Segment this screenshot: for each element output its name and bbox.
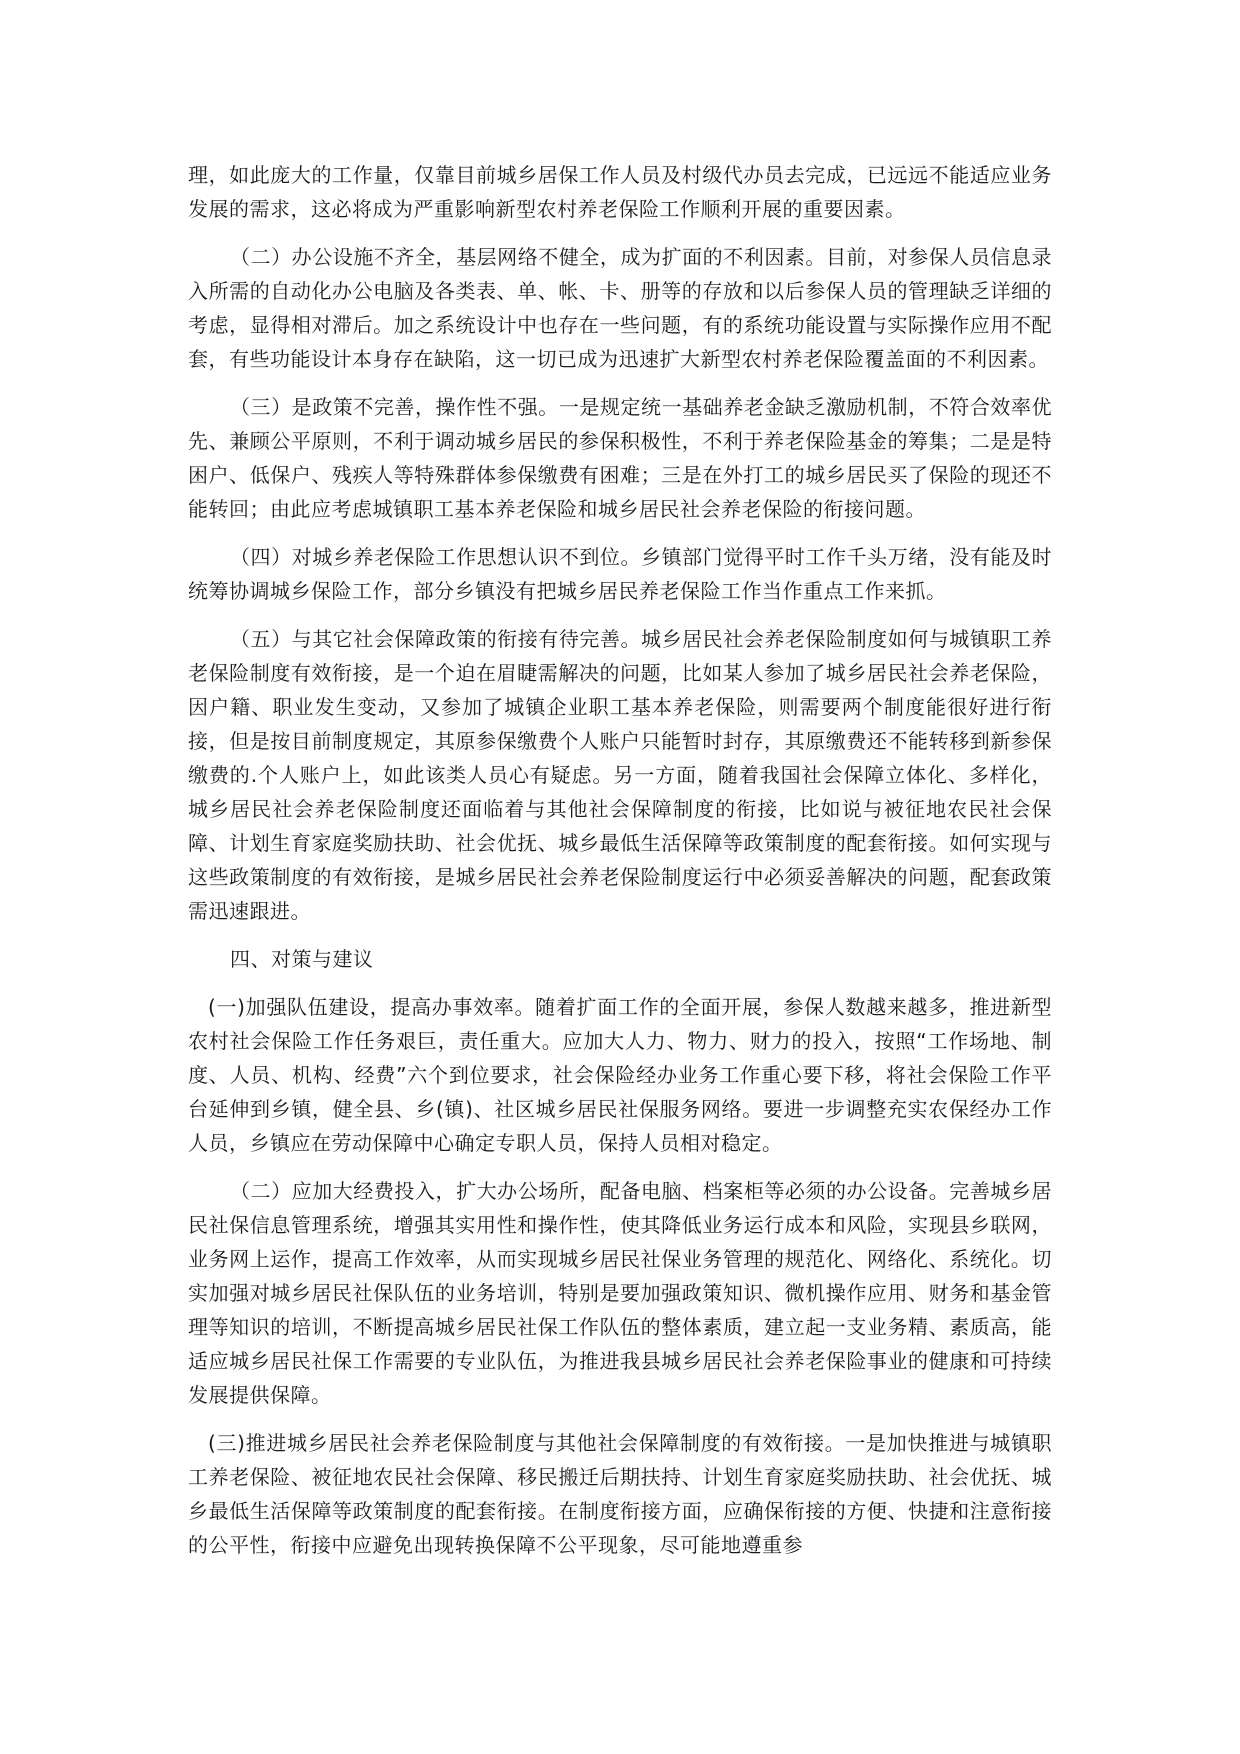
paragraph-team-building: (一)加强队伍建设，提高办事效率。随着扩面工作的全面开展，参保人数越来越多，推进新型农村社会保险工作任务艰巨，责任重大。应加大人力、物力、财力的投入，按照“工作场地、制度、人员、机构、经费”六个到位要求，社会保险经办业务工作重心要下移，将社会保险工作平台延伸到乡镇，健全县、乡(镇)、社区城乡居民社保服务网络。要进一步调整充实农保经办工作人员，乡镇应在劳动保障中心确定专职人员，保持人员相对稳定。 xyxy=(188,995,1052,1155)
document-body xyxy=(188,158,1052,1576)
paragraph-awareness: （四）对城乡养老保险工作思想认识不到位。乡镇部门觉得平时工作千头万绪，没有能及时统筹协调城乡保险工作，部分乡镇没有把城乡居民养老保险工作当作重点工作来抓。 xyxy=(188,545,1052,603)
paragraph-policy-linkage: （五）与其它社会保障政策的衔接有待完善。城乡居民社会养老保险制度如何与城镇职工养老保险制度有效衔接，是一个迫在眉睫需解决的问题，比如某人参加了城乡居民社会养老保险，因户籍、职业发生变动，又参加了城镇企业职工基本养老保险，则需要两个制度能很好进行衔接，但是按目前制度规定，其原参保缴费个人账户只能暂时封存，其原缴费还不能转移到新参保缴费的.个人账户上，如此该类人员心有疑虑。另一方面，随着我国社会保障立体化、多样化，城乡居民社会养老保险制度还面临着与其他社会保障制度的衔接，比如说与被征地农民社会保障、计划生育家庭奖励扶助、社会优抚、城乡最低生活保障等政策制度的配套衔接。如何实现与这些政策制度的有效衔接，是城乡居民社会养老保险制度运行中必须妥善解决的问题，配套政策需迅速跟进。 xyxy=(188,627,1052,923)
paragraph-system-linkage: (三)推进城乡居民社会养老保险制度与其他社会保障制度的有效衔接。一是加快推进与城镇职工养老保险、被征地农民社会保障、移民搬迁后期扶持、计划生育家庭奖励扶助、社会优抚、城乡最低生活保障等政策制度的配套衔接。在制度衔接方面，应确保衔接的方便、快捷和注意衔接的公平性，衔接中应避免出现转换保障不公平现象，尽可能地遵重参 xyxy=(188,1431,1052,1557)
paragraph-continuation: 理，如此庞大的工作量，仅靠目前城乡居保工作人员及村级代办员去完成，已远远不能适应业务发展的需求，这必将成为严重影响新型农村养老保险工作顺利开展的重要因素。 xyxy=(188,163,1052,221)
paragraph-policy-imperfect: （三）是政策不完善，操作性不强。一是规定统一基础养老金缺乏激励机制，不符合效率优先、兼顾公平原则，不利于调动城乡居民的参保积极性，不利于养老保险基金的筹集；二是是特困户、低保户、残疾人等特殊群体参保缴费有困难；三是在外打工的城乡居民买了保险的现还不能转回；由此应考虑城镇职工基本养老保险和城乡居民社会养老保险的衔接问题。 xyxy=(188,395,1052,521)
paragraph-funding: （二）应加大经费投入，扩大办公场所，配备电脑、档案柜等必须的办公设备。完善城乡居民社保信息管理系统，增强其实用性和操作性，使其降低业务运行成本和风险，实现县乡联网，业务网上运作，提高工作效率，从而实现城乡居民社保业务管理的规范化、网络化、系统化。切实加强对城乡居民社保队伍的业务培训，特别是要加强政策知识、微机操作应用、财务和基金管理等知识的培训，不断提高城乡居民社保工作队伍的整体素质，建立起一支业务精、素质高，能适应城乡居民社保工作需要的专业队伍，为推进我县城乡居民社会养老保险事业的健康和可持续发展提供保障。 xyxy=(188,1179,1052,1407)
paragraph-office-facilities: （二）办公设施不齐全，基层网络不健全，成为扩面的不利因素。目前，对参保人员信息录入所需的自动化办公电脑及各类表、单、帐、卡、册等的存放和以后参保人员的管理缺乏详细的考虑，显得相对滞后。加之系统设计中也存在一些问题，有的系统功能设置与实际操作应用不配套，有些功能设计本身存在缺陷，这一切已成为迅速扩大新型农村养老保险覆盖面的不利因素。 xyxy=(188,245,1052,371)
section-heading-countermeasures: 四、对策与建议 xyxy=(230,947,374,971)
